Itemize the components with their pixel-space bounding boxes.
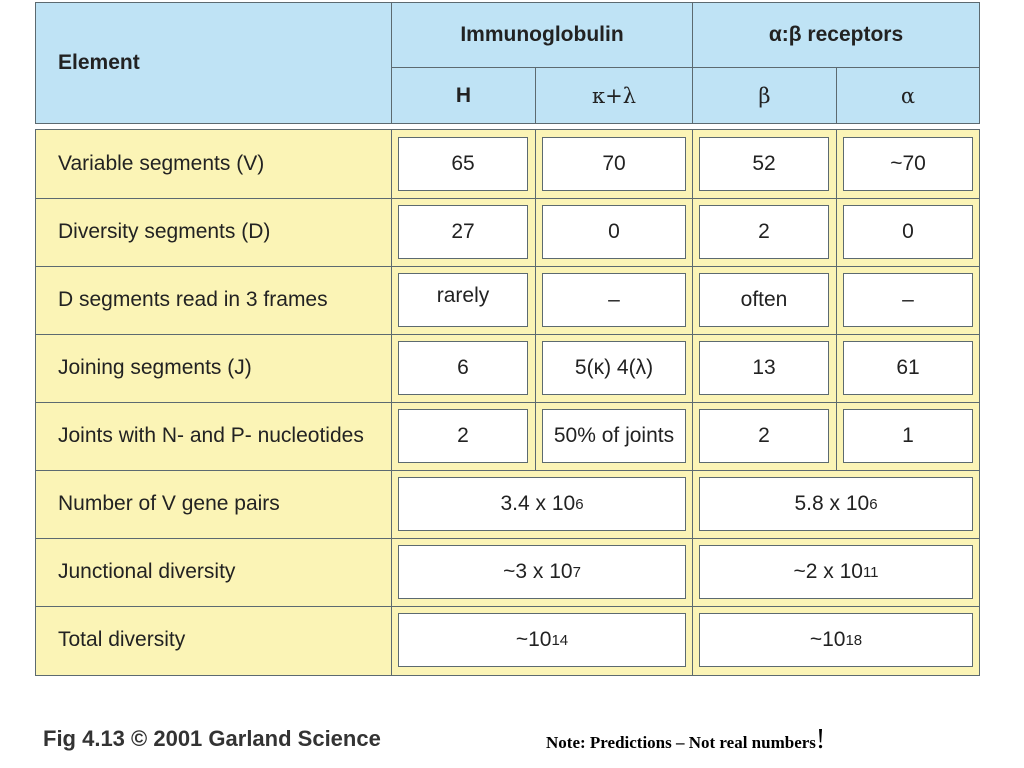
cell-H: 65 — [398, 137, 528, 191]
row-label: Total diversity — [58, 628, 186, 651]
table-header — [35, 2, 980, 124]
immunoglobulin-group-header: Immunoglobulin — [460, 23, 624, 46]
cell-alpha: 1 — [843, 409, 973, 463]
value-exponent: 11 — [862, 563, 879, 581]
col-header-alpha: α — [900, 83, 916, 108]
cell-alpha: 61 — [843, 341, 973, 395]
value-exponent: 6 — [575, 495, 584, 513]
cell-H: 2 — [398, 409, 528, 463]
data-table — [35, 129, 980, 676]
value-base: 5.8 x 10 — [794, 492, 870, 515]
cell-kappa-lambda: 50% of joints — [542, 409, 686, 463]
value-base: ~10 — [809, 628, 846, 651]
cell-alpha: – — [843, 273, 973, 327]
row-label: Number of V gene pairs — [58, 492, 280, 515]
table-row — [36, 470, 979, 538]
element-column-header: Element — [58, 51, 140, 74]
figure-caption: Fig 4.13 © 2001 Garland Science — [43, 726, 381, 751]
note-text: Note: Predictions – Not real numbers — [546, 733, 816, 752]
row-label: Variable segments (V) — [58, 152, 265, 175]
cell-kappa-lambda: 70 — [542, 137, 686, 191]
cell-H: 6 — [398, 341, 528, 395]
note-exclamation: ! — [815, 724, 826, 755]
cell-H: rarely — [398, 273, 528, 327]
row-label: Junctional diversity — [58, 560, 236, 583]
value-exponent: 7 — [572, 563, 581, 581]
col-header-beta: β — [758, 83, 771, 108]
cell-immunoglobulin-merged — [398, 477, 686, 531]
cell-immunoglobulin-merged — [398, 545, 686, 599]
value-base: ~3 x 10 — [503, 560, 573, 583]
cell-H: 27 — [398, 205, 528, 259]
table-row — [36, 130, 979, 198]
value-base: ~10 — [515, 628, 552, 651]
cell-beta: 52 — [699, 137, 829, 191]
cell-immunoglobulin-merged — [398, 613, 686, 667]
table-row — [36, 606, 979, 674]
table-row — [36, 538, 979, 606]
cell-receptors-merged — [699, 477, 973, 531]
cell-alpha: 0 — [843, 205, 973, 259]
value-base: ~2 x 10 — [793, 560, 863, 583]
receptors-group-header: α:β receptors — [768, 23, 904, 46]
cell-kappa-lambda: 0 — [542, 205, 686, 259]
cell-beta: 2 — [699, 409, 829, 463]
value-exponent: 14 — [551, 631, 569, 649]
cell-kappa-lambda: 5(κ) 4(λ) — [542, 341, 686, 395]
col-header-kappa-lambda: κ+λ — [591, 83, 637, 108]
cell-beta: 13 — [699, 341, 829, 395]
row-label: Diversity segments (D) — [58, 220, 271, 243]
cell-receptors-merged — [699, 545, 973, 599]
value-exponent: 6 — [869, 495, 878, 513]
row-label: Joints with N- and P- nucleotides — [58, 424, 364, 447]
cell-alpha: ~70 — [843, 137, 973, 191]
row-label: D segments read in 3 frames — [58, 288, 328, 311]
value-exponent: 18 — [845, 631, 863, 649]
table-row — [36, 198, 979, 266]
table-row — [36, 266, 979, 334]
cell-beta: 2 — [699, 205, 829, 259]
cell-kappa-lambda: – — [542, 273, 686, 327]
cell-receptors-merged — [699, 613, 973, 667]
table-row — [36, 402, 979, 470]
prediction-note — [546, 724, 825, 756]
cell-beta: often — [699, 273, 829, 327]
value-base: 3.4 x 10 — [500, 492, 576, 515]
col-header-H: H — [455, 83, 472, 107]
table-row — [36, 334, 979, 402]
row-label: Joining segments (J) — [58, 356, 252, 379]
